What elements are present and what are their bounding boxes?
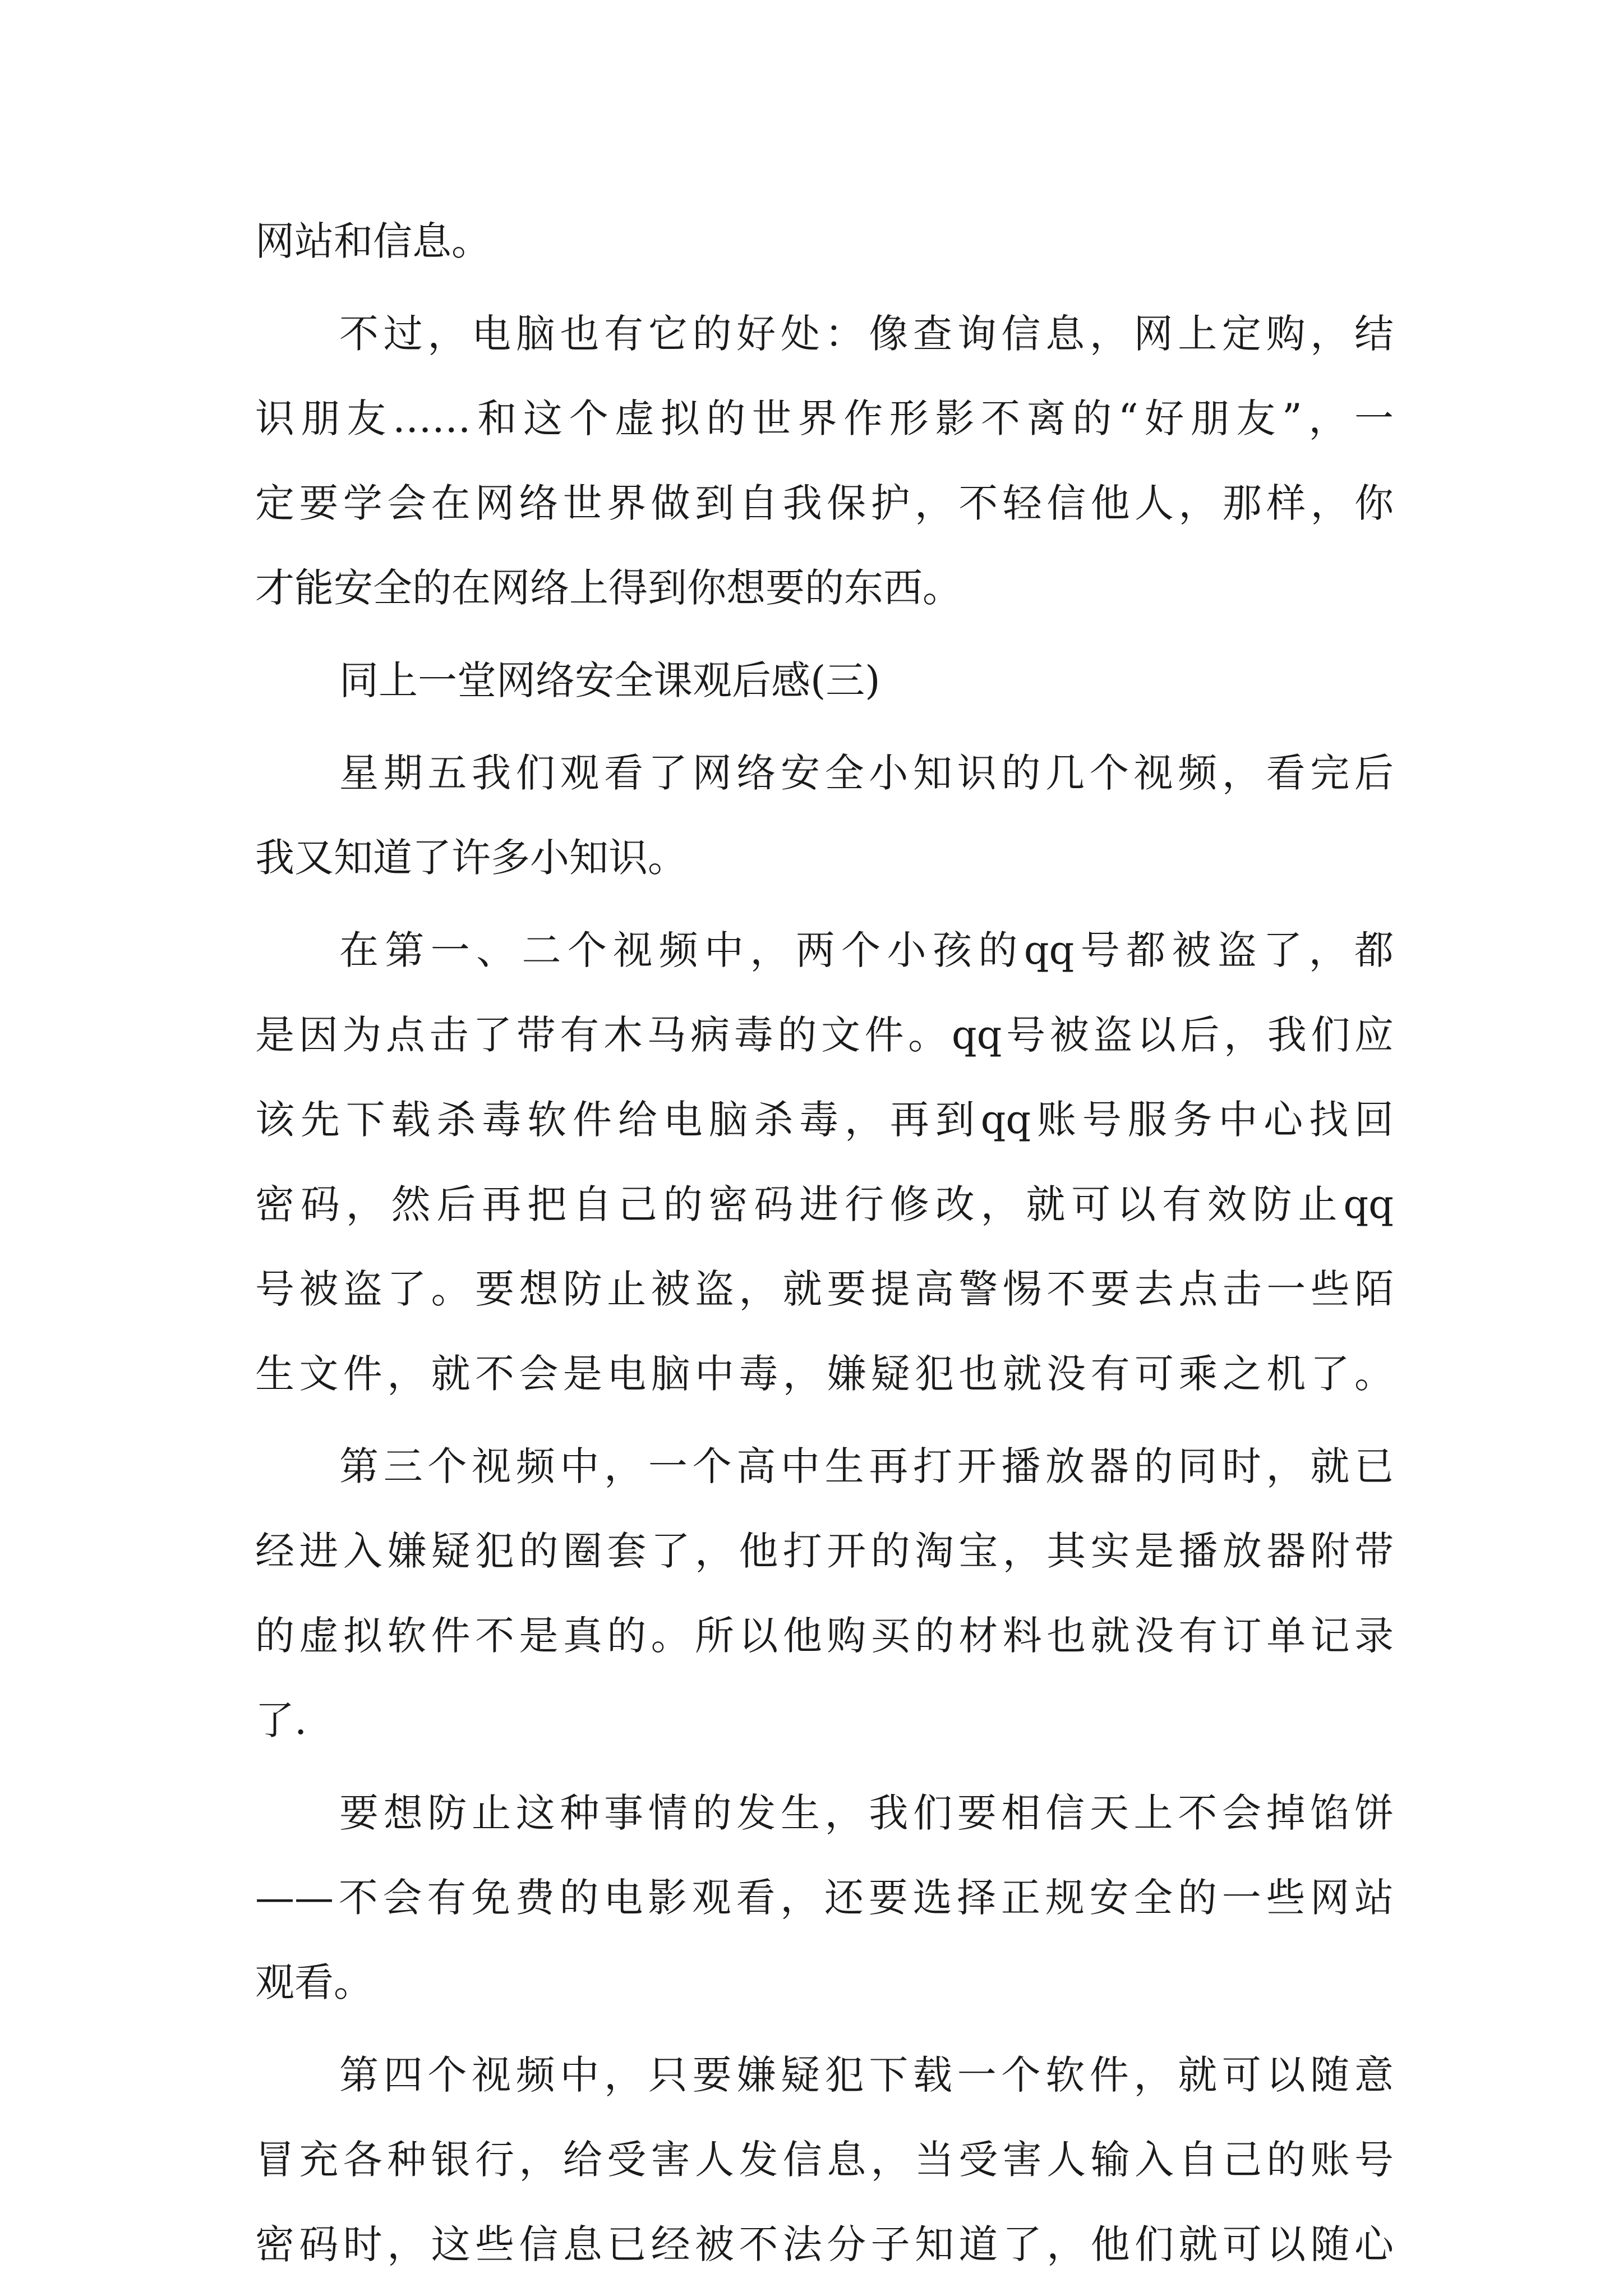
- text-line: 密码时，这些信息已经被不法分子知道了，他们就可以随心: [255, 2221, 1394, 2267]
- text-line: 该先下载杀毒软件给电脑杀毒，再到qq账号服务中心找回: [255, 1097, 1394, 1143]
- text-line: 不过，电脑也有它的好处：像查询信息，网上定购，结: [339, 311, 1394, 357]
- text-line: 观看。: [255, 1959, 373, 2005]
- text-line: ——不会有免费的电影观看，还要选择正规安全的一些网站: [255, 1875, 1394, 1921]
- text-line: 第三个视频中，一个高中生再打开播放器的同时，就已: [339, 1443, 1394, 1489]
- text-line: 要想防止这种事情的发生，我们要相信天上不会掉馅饼: [339, 1790, 1394, 1836]
- text-line: 是因为点击了带有木马病毒的文件。qq号被盗以后，我们应: [255, 1012, 1394, 1058]
- text-line: 号被盗了。要想防止被盗，就要提高警惕不要去点击一些陌: [255, 1266, 1394, 1312]
- text-line: 密码，然后再把自己的密码进行修改，就可以有效防止qq: [255, 1181, 1394, 1227]
- text-line: 的虚拟软件不是真的。所以他购买的材料也就没有订单记录: [255, 1613, 1394, 1659]
- text-line: 第四个视频中，只要嫌疑犯下载一个软件，就可以随意: [339, 2052, 1394, 2098]
- text-line: 我又知道了许多小知识。: [255, 835, 687, 881]
- text-line: 经进入嫌疑犯的圈套了，他打开的淘宝，其实是播放器附带: [255, 1528, 1394, 1574]
- text-line: 才能安全的在网络上得到你想要的东西。: [255, 565, 962, 611]
- text-line: 识朋友……和这个虚拟的世界作形影不离的“好朋友”，一: [255, 395, 1394, 441]
- text-line: 网站和信息。: [255, 218, 491, 264]
- text-line: 星期五我们观看了网络安全小知识的几个视频，看完后: [339, 750, 1394, 796]
- text-line: 生文件，就不会是电脑中毒，嫌疑犯也就没有可乘之机了。: [255, 1351, 1394, 1397]
- document-body: [255, 199, 1394, 2287]
- text-line: 了.: [255, 1697, 307, 1743]
- section-heading: 同上一堂网络安全课观后感(三): [339, 657, 880, 703]
- text-line: 定要学会在网络世界做到自我保护，不轻信他人，那样，你: [255, 480, 1394, 526]
- text-line: 冒充各种银行，给受害人发信息，当受害人输入自己的账号: [255, 2137, 1394, 2183]
- text-line: 在第一、二个视频中，两个小孩的qq号都被盗了，都: [339, 927, 1394, 973]
